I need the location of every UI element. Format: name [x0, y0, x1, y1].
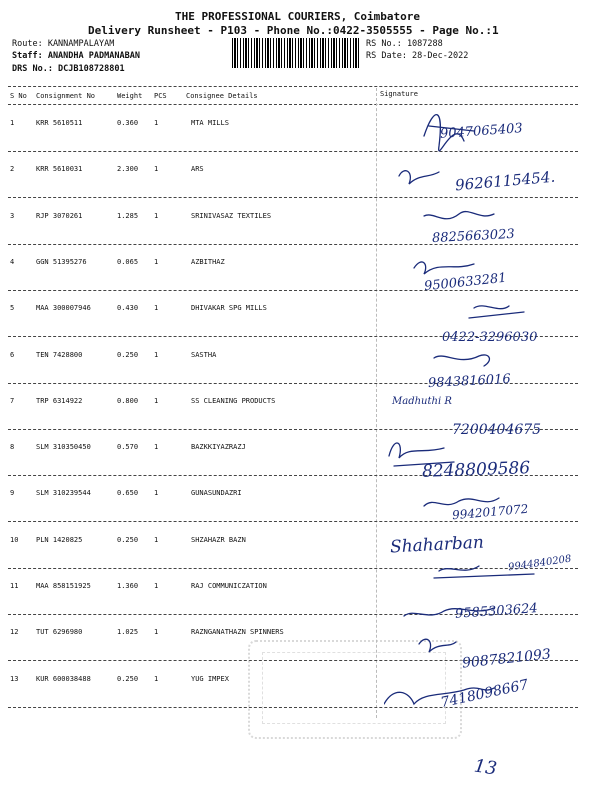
- cell-sno: 6: [10, 350, 15, 359]
- cell-weight: 1.360: [117, 582, 139, 590]
- cell-weight: 0.800: [117, 396, 139, 405]
- col-consignee: Consignee Details: [186, 92, 258, 100]
- cell-pcs: 1: [154, 119, 159, 127]
- signature-6: [434, 355, 489, 366]
- signature-3: [424, 212, 494, 219]
- cell-weight: 0.360: [117, 119, 139, 127]
- cell-weight: 0.065: [117, 257, 139, 266]
- handwritten-phone-13: 7418098667: [439, 676, 530, 712]
- cell-pcs: 1: [154, 304, 159, 313]
- staff-label: Staff: ANANDHA PADMANABAN: [12, 51, 140, 61]
- handwritten-phone-2: 9626115454.: [454, 167, 556, 195]
- handwritten-name-7: Madhuthi R: [392, 396, 452, 407]
- rs-date: RS Date: 28-Dec-2022: [366, 51, 469, 61]
- cell-sno: 4: [10, 257, 15, 266]
- cell-weight: 1.285: [117, 211, 139, 220]
- signature-4: [414, 262, 474, 274]
- signature-10: [434, 566, 534, 578]
- cell-sno: 11: [10, 582, 19, 590]
- cell-pcs: 1: [154, 674, 159, 683]
- cell-cn: GGN 51395276: [36, 257, 87, 266]
- cell-pcs: 1: [154, 443, 159, 452]
- signature-1: [424, 115, 474, 151]
- cell-cn: SLM 310239544: [36, 489, 91, 498]
- cell-consignee: GUNASUNDAZRI: [191, 489, 242, 498]
- handwritten-phone-7: 7200404675: [452, 422, 542, 438]
- cell-weight: 0.250: [117, 535, 139, 544]
- col-sno: S No: [10, 92, 27, 100]
- cell-consignee: SHZAHAZR BAZN: [191, 535, 246, 544]
- cell-pcs: 1: [154, 628, 159, 637]
- signature-scribbles: [384, 96, 584, 716]
- cell-cn: KUR 600038488: [36, 674, 91, 683]
- signature-13: [384, 688, 494, 704]
- handwritten-phone-1: 9047065403: [439, 121, 524, 142]
- page-count-mark: 13: [472, 755, 499, 780]
- cell-pcs: 1: [154, 582, 159, 590]
- signature-12: [419, 639, 456, 652]
- handwritten-phone-9: 9942017072: [451, 501, 529, 523]
- cell-pcs: 1: [154, 165, 159, 174]
- cell-cn: TUT 6296980: [36, 628, 83, 637]
- cell-consignee: MTA MILLS: [191, 119, 229, 127]
- col-pcs: PCS: [154, 92, 167, 100]
- signature-11: [404, 608, 494, 616]
- cell-cn: SLM 310350450: [36, 443, 91, 452]
- cell-sno: 2: [10, 165, 15, 174]
- cell-pcs: 1: [154, 211, 159, 220]
- cell-consignee: ARS: [191, 165, 204, 174]
- cell-cn: TEN 7428800: [36, 350, 83, 359]
- cell-weight: 0.250: [117, 674, 139, 683]
- company-title: THE PROFESSIONAL COURIERS, Coimbatore: [175, 10, 421, 23]
- cell-cn: KRR 5610511: [36, 119, 83, 127]
- signature-9: [424, 498, 499, 506]
- cell-weight: 0.430: [117, 304, 139, 313]
- rs-number: RS No.: 1087288: [366, 39, 443, 49]
- signature-2: [399, 171, 439, 184]
- runsheet-title: Delivery Runsheet - P103 - Phone No.:0422-3505555 - Page No.:1: [88, 24, 499, 37]
- cell-weight: 0.570: [117, 443, 139, 452]
- cell-consignee: SASTHA: [191, 350, 217, 359]
- route-label: Route: KANNAMPALAYAM: [12, 39, 115, 49]
- handwritten-name-10: Shaharban: [389, 532, 485, 558]
- cell-cn: MAA 300007946: [36, 304, 91, 313]
- cell-cn: RJP 3070261: [36, 211, 83, 220]
- handwritten-phone-3: 8825663023: [431, 226, 516, 247]
- cell-pcs: 1: [154, 257, 159, 266]
- cell-consignee: RAZNGANATHAZN SPINNERS: [191, 628, 284, 637]
- col-weight: Weight: [117, 92, 143, 100]
- cell-consignee: RAJ COMMUNICZATION: [191, 582, 267, 590]
- cell-sno: 10: [10, 535, 19, 544]
- cell-cn: TRP 6314922: [36, 396, 83, 405]
- header-top-rule: [8, 86, 578, 87]
- cell-pcs: 1: [154, 489, 159, 498]
- signature-8: [389, 443, 454, 466]
- cell-cn: MAA 858151925: [36, 582, 91, 590]
- cell-consignee: YUG IMPEX: [191, 674, 229, 683]
- drs-number: DRS No.: DCJB108728801: [12, 64, 125, 74]
- cell-sno: 8: [10, 443, 15, 452]
- cell-consignee: SS CLEANING PRODUCTS: [191, 396, 276, 405]
- handwritten-phone-4: 9500633281: [423, 270, 508, 295]
- cell-consignee: SRINIVASAZ TEXTILES: [191, 211, 272, 220]
- cell-sno: 12: [10, 628, 19, 637]
- cell-sno: 7: [10, 396, 15, 405]
- cell-sno: 3: [10, 211, 15, 220]
- barcode-image: [232, 38, 360, 68]
- cell-weight: 0.250: [117, 350, 139, 359]
- handwritten-phone-11: 9585303624: [454, 601, 539, 622]
- cell-weight: 2.300: [117, 165, 139, 174]
- cell-consignee: DHIVAKAR SPG MILLS: [191, 304, 267, 313]
- cell-pcs: 1: [154, 535, 159, 544]
- cell-sno: 5: [10, 304, 15, 313]
- cell-sno: 13: [10, 674, 19, 683]
- handwritten-phone-5: 0422-3296030: [442, 330, 538, 345]
- col-consignment: Consignment No: [36, 92, 96, 100]
- cell-consignee: AZBITHAZ: [191, 257, 225, 266]
- cell-cn: PLN 1420825: [36, 535, 83, 544]
- cell-weight: 1.025: [117, 628, 139, 637]
- cell-sno: 1: [10, 119, 15, 127]
- cell-pcs: 1: [154, 396, 159, 405]
- handwritten-phone-10: 9944840208: [507, 553, 573, 574]
- cell-sno: 9: [10, 489, 15, 498]
- cell-consignee: BAZKKIYAZRAZJ: [191, 443, 246, 452]
- signature-5: [469, 306, 524, 318]
- cell-weight: 0.650: [117, 489, 139, 498]
- handwritten-phone-6: 9843816016: [427, 371, 512, 392]
- col-signature: Signature: [380, 90, 418, 98]
- signature-column-divider: [376, 88, 378, 718]
- handwritten-phone-8: 8248809586: [421, 458, 531, 482]
- cell-pcs: 1: [154, 350, 159, 359]
- cell-cn: KRR 5610031: [36, 165, 83, 174]
- handwritten-phone-12: 9087821093: [461, 646, 552, 672]
